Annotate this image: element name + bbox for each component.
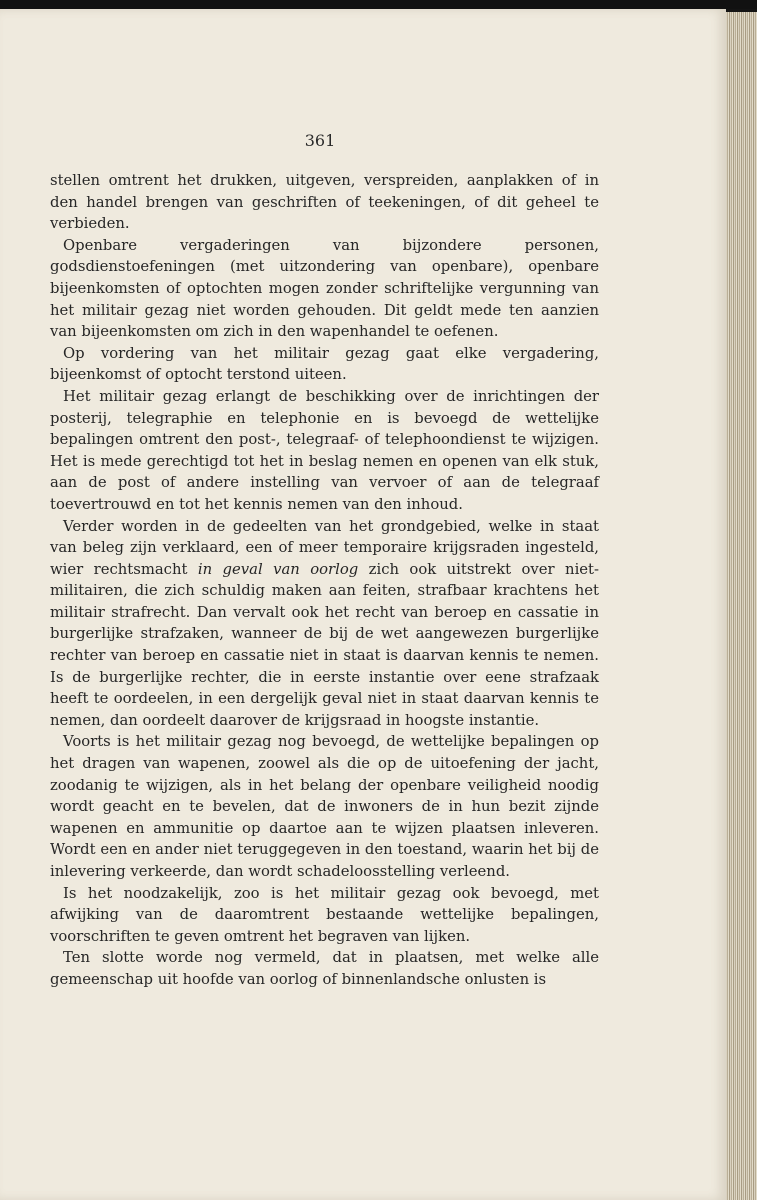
paragraph-continuation: stellen omtrent het drukken, uitgeven, verspreiden, aanplakken of in den handel brengen van geschriften of teekeningen, of dit geheel te verbieden. [50, 172, 599, 233]
page-sheet [0, 9, 726, 1200]
book-page-edges [726, 12, 757, 1200]
paragraph-final: Ten slotte worde nog vermeld, dat in plaatsen, met welke alle gemeenschap uit hoofde van oorlog of binnenlandsche onlusten is [50, 949, 599, 988]
paragraph-postal-services: Het militair gezag erlangt de beschikking over de inrichtingen der posterij, telegraphie en telephonie en is bevoegd de wettelijke bepalingen omtrent den post-, telegraaf- of telephoondienst te wijzigen. Het is mede gerechtigd tot het in beslag nemen en openen van elk stuk, aan de post of andere instelling van vervoer of aan de telegraaf toevertrouwd en tot het kennis nemen van den inhoud. [50, 387, 599, 513]
court-martial-text-start: Verder worden in de gedeelten van het grondgebied, welke in staat van beleg zijn verklaard, een of meer temporaire krijgsraden ingesteld, wier rechtsmacht [50, 517, 599, 578]
body-text [50, 170, 599, 991]
page-number: 361 [304, 131, 336, 150]
court-martial-text-end: zich ook uitstrekt over niet-militairen, die zich schuldig maken aan feiten, strafbaar krachtens het militair strafrecht. Dan vervalt ook het recht van beroep en cassatie in burgerlijke strafzaken, wanneer de bij de wet aangewezen burgerlijke rechter van beroep en cassatie niet in staat is daarvan kennis te nemen. Is de burgerlijke rechter, die in eerste instantie over eene strafzaak heeft te oordeelen, in een dergelijk geval niet in staat daarvan kennis te nemen, dan oordeelt daarover de krijgsraad in hoogste instantie. [50, 560, 600, 729]
paragraph-weapons: Voorts is het militair gezag nog bevoegd, de wettelijke bepalingen op het dragen van wapenen, zoowel als die op de uitoefening der jacht, zoodanig te wijzigen, als in het belang der openbare veiligheid noodig wordt geacht en te bevelen, dat de inwoners de in hun bezit zijnde wapenen en ammunitie op daartoe aan te wijzen plaatsen inleveren. Wordt een en ander niet teruggegeven in den toestand, waarin het bij de inlevering verkeerde, dan wordt schadeloosstelling verleend. [50, 733, 599, 880]
scan-top-border [0, 0, 757, 9]
paragraph-burials: Is het noodzakelijk, zoo is het militair gezag ook bevoegd, met afwijking van de daaromtrent bestaande wettelijke bepalingen, voorschriften te geven omtrent het begraven van lijken. [50, 884, 599, 945]
court-martial-italic-phrase: in geval van oorlog [197, 560, 359, 578]
paragraph-public-meetings: Openbare vergaderingen van bijzondere personen, godsdienstoefeningen (met uitzondering van openbare), openbare bijeenkomsten of optochten mogen zonder schriftelijke vergunning van het militair gezag niet worden gehouden. Dit geldt mede ten aanzien van bijeenkomsten om zich in den wapenhandel te oefenen. [50, 236, 599, 341]
paragraph-dispersal: Op vordering van het militair gezag gaat elke vergadering, bijeenkomst of optocht terstond uiteen. [50, 344, 599, 384]
paragraph-court-martial [50, 516, 599, 732]
